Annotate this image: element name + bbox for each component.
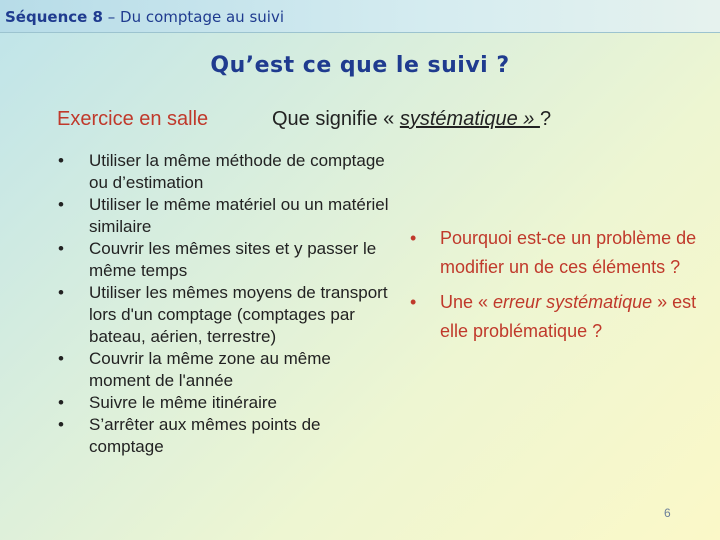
list-item: • Utiliser la même méthode de comptage ou d’estimation <box>54 150 394 194</box>
right-item-suffix: » est elle problématique ? <box>440 292 697 341</box>
list-item: • Utiliser le même matériel ou un matériel similaire <box>54 194 394 238</box>
list-item: • S’arrêter aux mêmes points de comptage <box>54 414 394 458</box>
list-item: • Suivre le même itinéraire <box>54 392 394 414</box>
exercise-label: Exercice en salle <box>57 108 209 130</box>
right-item-prefix: Une « <box>440 292 494 312</box>
right-bullet-list <box>408 224 698 352</box>
page-number: 6 <box>664 506 671 520</box>
header-bar <box>0 0 720 33</box>
question-heading <box>272 108 551 131</box>
slide-title: Qu’est ce que le suivi ? <box>210 53 510 78</box>
right-item-emphasis: erreur systématique <box>493 292 653 312</box>
right-item-why-problem: • Pourquoi est-ce un problème de modifier un de ces éléments ? <box>408 224 698 281</box>
sequence-subtitle: Du comptage au suivi <box>120 8 284 26</box>
list-item: • Couvrir les mêmes sites et y passer le même temps <box>54 238 394 282</box>
right-item-systematic-error <box>408 288 698 345</box>
list-item: • Couvrir la même zone au même moment de l'année <box>54 348 394 392</box>
question-prefix: Que signifie « <box>272 108 400 130</box>
header-separator: – <box>102 8 121 26</box>
question-emphasis: systématique » <box>399 108 540 130</box>
sequence-label: Séquence 8 <box>5 8 103 26</box>
list-item: • Utiliser les mêmes moyens de transport lors d'un comptage (comptages par bateau, aérien, terrestre) <box>54 282 394 348</box>
sequence-header <box>5 8 284 26</box>
left-bullet-list <box>54 150 394 458</box>
question-suffix: ? <box>539 108 552 130</box>
